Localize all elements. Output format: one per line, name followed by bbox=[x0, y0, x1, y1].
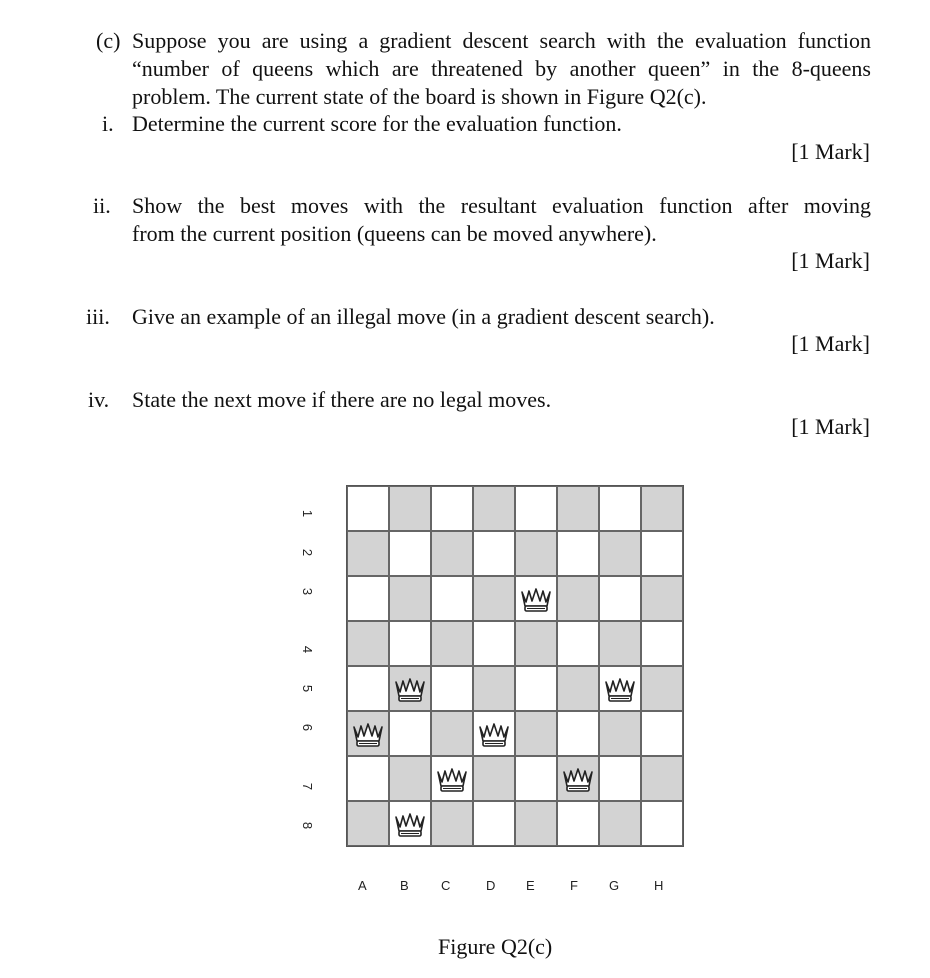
board-cell-h5 bbox=[641, 666, 683, 711]
sub-ii-label: ii. bbox=[93, 193, 111, 218]
crown-icon bbox=[561, 765, 595, 793]
sub-ii-mark: [1 Mark] bbox=[791, 248, 870, 273]
board-cell-h2 bbox=[641, 531, 683, 576]
board-cell-a6 bbox=[347, 711, 389, 756]
sub-iii-mark: [1 Mark] bbox=[791, 331, 870, 356]
board-cell-d3 bbox=[473, 576, 515, 621]
crown-icon bbox=[351, 720, 385, 748]
sub-iv-text: State the next move if there are no legal moves. bbox=[132, 387, 552, 412]
board-cell-c5 bbox=[431, 666, 473, 711]
sub-ii-line-2: from the current position (queens can be moved anywhere). bbox=[132, 221, 657, 246]
board-cell-f7 bbox=[557, 756, 599, 801]
board-cell-e3 bbox=[515, 576, 557, 621]
crown-icon bbox=[519, 585, 553, 613]
col-label-e: E bbox=[526, 878, 535, 893]
board-cell-c8 bbox=[431, 801, 473, 846]
col-label-f: F bbox=[570, 878, 578, 893]
board-cell-f1 bbox=[557, 486, 599, 531]
board-cell-d5 bbox=[473, 666, 515, 711]
board-cell-f4 bbox=[557, 621, 599, 666]
crown-icon bbox=[393, 810, 427, 838]
sub-i-text: Determine the current score for the evaluation function. bbox=[132, 111, 622, 136]
part-c-line-3: problem. The current state of the board is shown in Figure Q2(c). bbox=[132, 84, 707, 109]
board-cell-h1 bbox=[641, 486, 683, 531]
row-label-5: 5 bbox=[300, 684, 316, 693]
crown-icon bbox=[603, 675, 637, 703]
board-cell-c7 bbox=[431, 756, 473, 801]
col-label-a: A bbox=[358, 878, 367, 893]
board-cell-b7 bbox=[389, 756, 431, 801]
board-cell-c6 bbox=[431, 711, 473, 756]
sub-iv-mark: [1 Mark] bbox=[791, 414, 870, 439]
board-cell-c3 bbox=[431, 576, 473, 621]
board-cell-e7 bbox=[515, 756, 557, 801]
board-cell-g8 bbox=[599, 801, 641, 846]
board-cell-f2 bbox=[557, 531, 599, 576]
board-cell-e5 bbox=[515, 666, 557, 711]
crown-icon bbox=[435, 765, 469, 793]
col-label-d: D bbox=[486, 878, 496, 893]
board-cell-g6 bbox=[599, 711, 641, 756]
board-cell-b2 bbox=[389, 531, 431, 576]
board-cell-d8 bbox=[473, 801, 515, 846]
board-cell-e8 bbox=[515, 801, 557, 846]
part-c-label: (c) bbox=[96, 28, 121, 53]
row-label-8: 8 bbox=[300, 821, 316, 830]
board-cell-d2 bbox=[473, 531, 515, 576]
board-cell-b1 bbox=[389, 486, 431, 531]
board-cell-a4 bbox=[347, 621, 389, 666]
board-cell-g4 bbox=[599, 621, 641, 666]
row-label-2: 2 bbox=[300, 548, 316, 557]
sub-i-label: i. bbox=[102, 111, 114, 136]
board-cell-d1 bbox=[473, 486, 515, 531]
board-cell-e6 bbox=[515, 711, 557, 756]
board-cell-a8 bbox=[347, 801, 389, 846]
crown-icon bbox=[477, 720, 511, 748]
board-cell-d6 bbox=[473, 711, 515, 756]
board-cell-f8 bbox=[557, 801, 599, 846]
board-cell-a3 bbox=[347, 576, 389, 621]
board-cell-c1 bbox=[431, 486, 473, 531]
row-label-6: 6 bbox=[300, 723, 316, 732]
board-cell-d4 bbox=[473, 621, 515, 666]
board-cell-g1 bbox=[599, 486, 641, 531]
row-label-3: 3 bbox=[300, 587, 316, 596]
board-cell-a2 bbox=[347, 531, 389, 576]
sub-i-mark: [1 Mark] bbox=[791, 139, 870, 164]
board-cell-a7 bbox=[347, 756, 389, 801]
board-cell-b4 bbox=[389, 621, 431, 666]
board-cell-g5 bbox=[599, 666, 641, 711]
board-cell-f5 bbox=[557, 666, 599, 711]
board-cell-e1 bbox=[515, 486, 557, 531]
row-label-1: 1 bbox=[300, 509, 316, 518]
board-cell-h8 bbox=[641, 801, 683, 846]
sub-iii-text: Give an example of an illegal move (in a gradient descent search). bbox=[132, 304, 715, 329]
board-cell-a5 bbox=[347, 666, 389, 711]
board-cell-b5 bbox=[389, 666, 431, 711]
part-c-line-2: “number of queens which are threatened by another queen” in the 8-queens bbox=[132, 56, 871, 81]
board-cell-b3 bbox=[389, 576, 431, 621]
row-label-4: 4 bbox=[300, 645, 316, 654]
board-cell-f6 bbox=[557, 711, 599, 756]
board-cell-h4 bbox=[641, 621, 683, 666]
board-cell-e4 bbox=[515, 621, 557, 666]
row-label-7: 7 bbox=[300, 782, 316, 791]
board-cell-c4 bbox=[431, 621, 473, 666]
sub-iii-label: iii. bbox=[86, 304, 110, 329]
board-cell-e2 bbox=[515, 531, 557, 576]
board-cell-h3 bbox=[641, 576, 683, 621]
sub-iv-label: iv. bbox=[88, 387, 110, 412]
board-cell-g7 bbox=[599, 756, 641, 801]
col-label-c: C bbox=[441, 878, 451, 893]
col-label-b: B bbox=[400, 878, 409, 893]
board-cell-f3 bbox=[557, 576, 599, 621]
board-cell-c2 bbox=[431, 531, 473, 576]
board-cell-g2 bbox=[599, 531, 641, 576]
board-cell-h6 bbox=[641, 711, 683, 756]
board-cell-b8 bbox=[389, 801, 431, 846]
board-cell-b6 bbox=[389, 711, 431, 756]
crown-icon bbox=[393, 675, 427, 703]
figure-caption-text: Figure Q2(c) bbox=[438, 934, 553, 959]
board-cell-d7 bbox=[473, 756, 515, 801]
col-label-g: G bbox=[609, 878, 620, 893]
sub-ii-line-1: Show the best moves with the resultant evaluation function after moving bbox=[132, 193, 871, 218]
board-cell-a1 bbox=[347, 486, 389, 531]
chess-board bbox=[346, 485, 684, 847]
col-label-h: H bbox=[654, 878, 664, 893]
board-cell-g3 bbox=[599, 576, 641, 621]
part-c-line-1: Suppose you are using a gradient descent search with the evaluation function bbox=[132, 28, 871, 53]
board-cell-h7 bbox=[641, 756, 683, 801]
